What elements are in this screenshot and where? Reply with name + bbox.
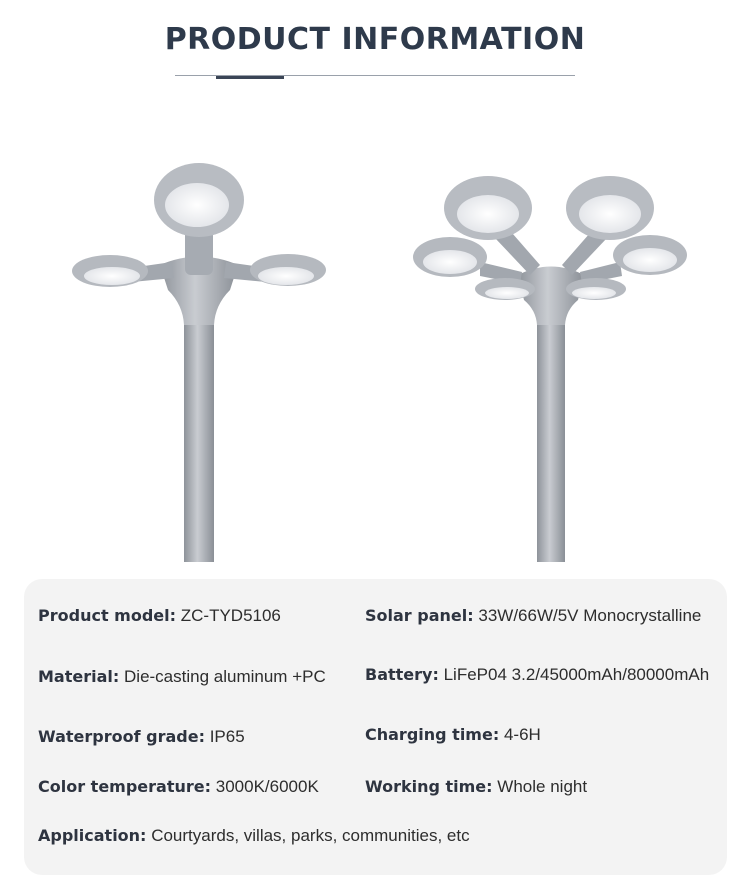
spec-product-model [38, 606, 281, 626]
spec-battery [365, 665, 709, 685]
spec-label: Material: [38, 667, 120, 686]
page-title: PRODUCT INFORMATION [164, 22, 586, 57]
spec-solar-panel [365, 606, 701, 626]
spec-application [38, 826, 470, 846]
spec-material [38, 667, 326, 687]
title-accent-bar [216, 76, 284, 79]
six-head-street-light-image [410, 150, 690, 564]
spec-color-temperature [38, 777, 319, 797]
spec-working-time [365, 777, 587, 797]
spec-label: Working time: [365, 777, 493, 796]
spec-label: Product model: [38, 606, 177, 625]
spec-label: Battery: [365, 665, 439, 684]
spec-value: 4-6H [503, 725, 541, 744]
spec-value: LiFeP04 3.2/45000mAh/80000mAh [443, 665, 710, 684]
spec-charging-time [365, 725, 541, 745]
spec-waterproof-grade [38, 727, 245, 747]
spec-value: 33W/66W/5V Monocrystalline [478, 606, 702, 625]
spec-label: Color temperature: [38, 777, 212, 796]
spec-value: Whole night [497, 777, 588, 796]
spec-value: Die-casting aluminum +PC [124, 667, 326, 686]
spec-label: Solar panel: [365, 606, 474, 625]
spec-card [24, 579, 727, 875]
spec-value: 3000K/6000K [215, 777, 319, 796]
spec-label: Waterproof grade: [38, 727, 205, 746]
three-head-street-light-image [60, 150, 340, 564]
spec-label: Charging time: [365, 725, 500, 744]
spec-label: Application: [38, 826, 147, 845]
spec-value: Courtyards, villas, parks, communities, etc [151, 826, 470, 845]
spec-value: IP65 [209, 727, 245, 746]
spec-value: ZC-TYD5106 [180, 606, 281, 625]
